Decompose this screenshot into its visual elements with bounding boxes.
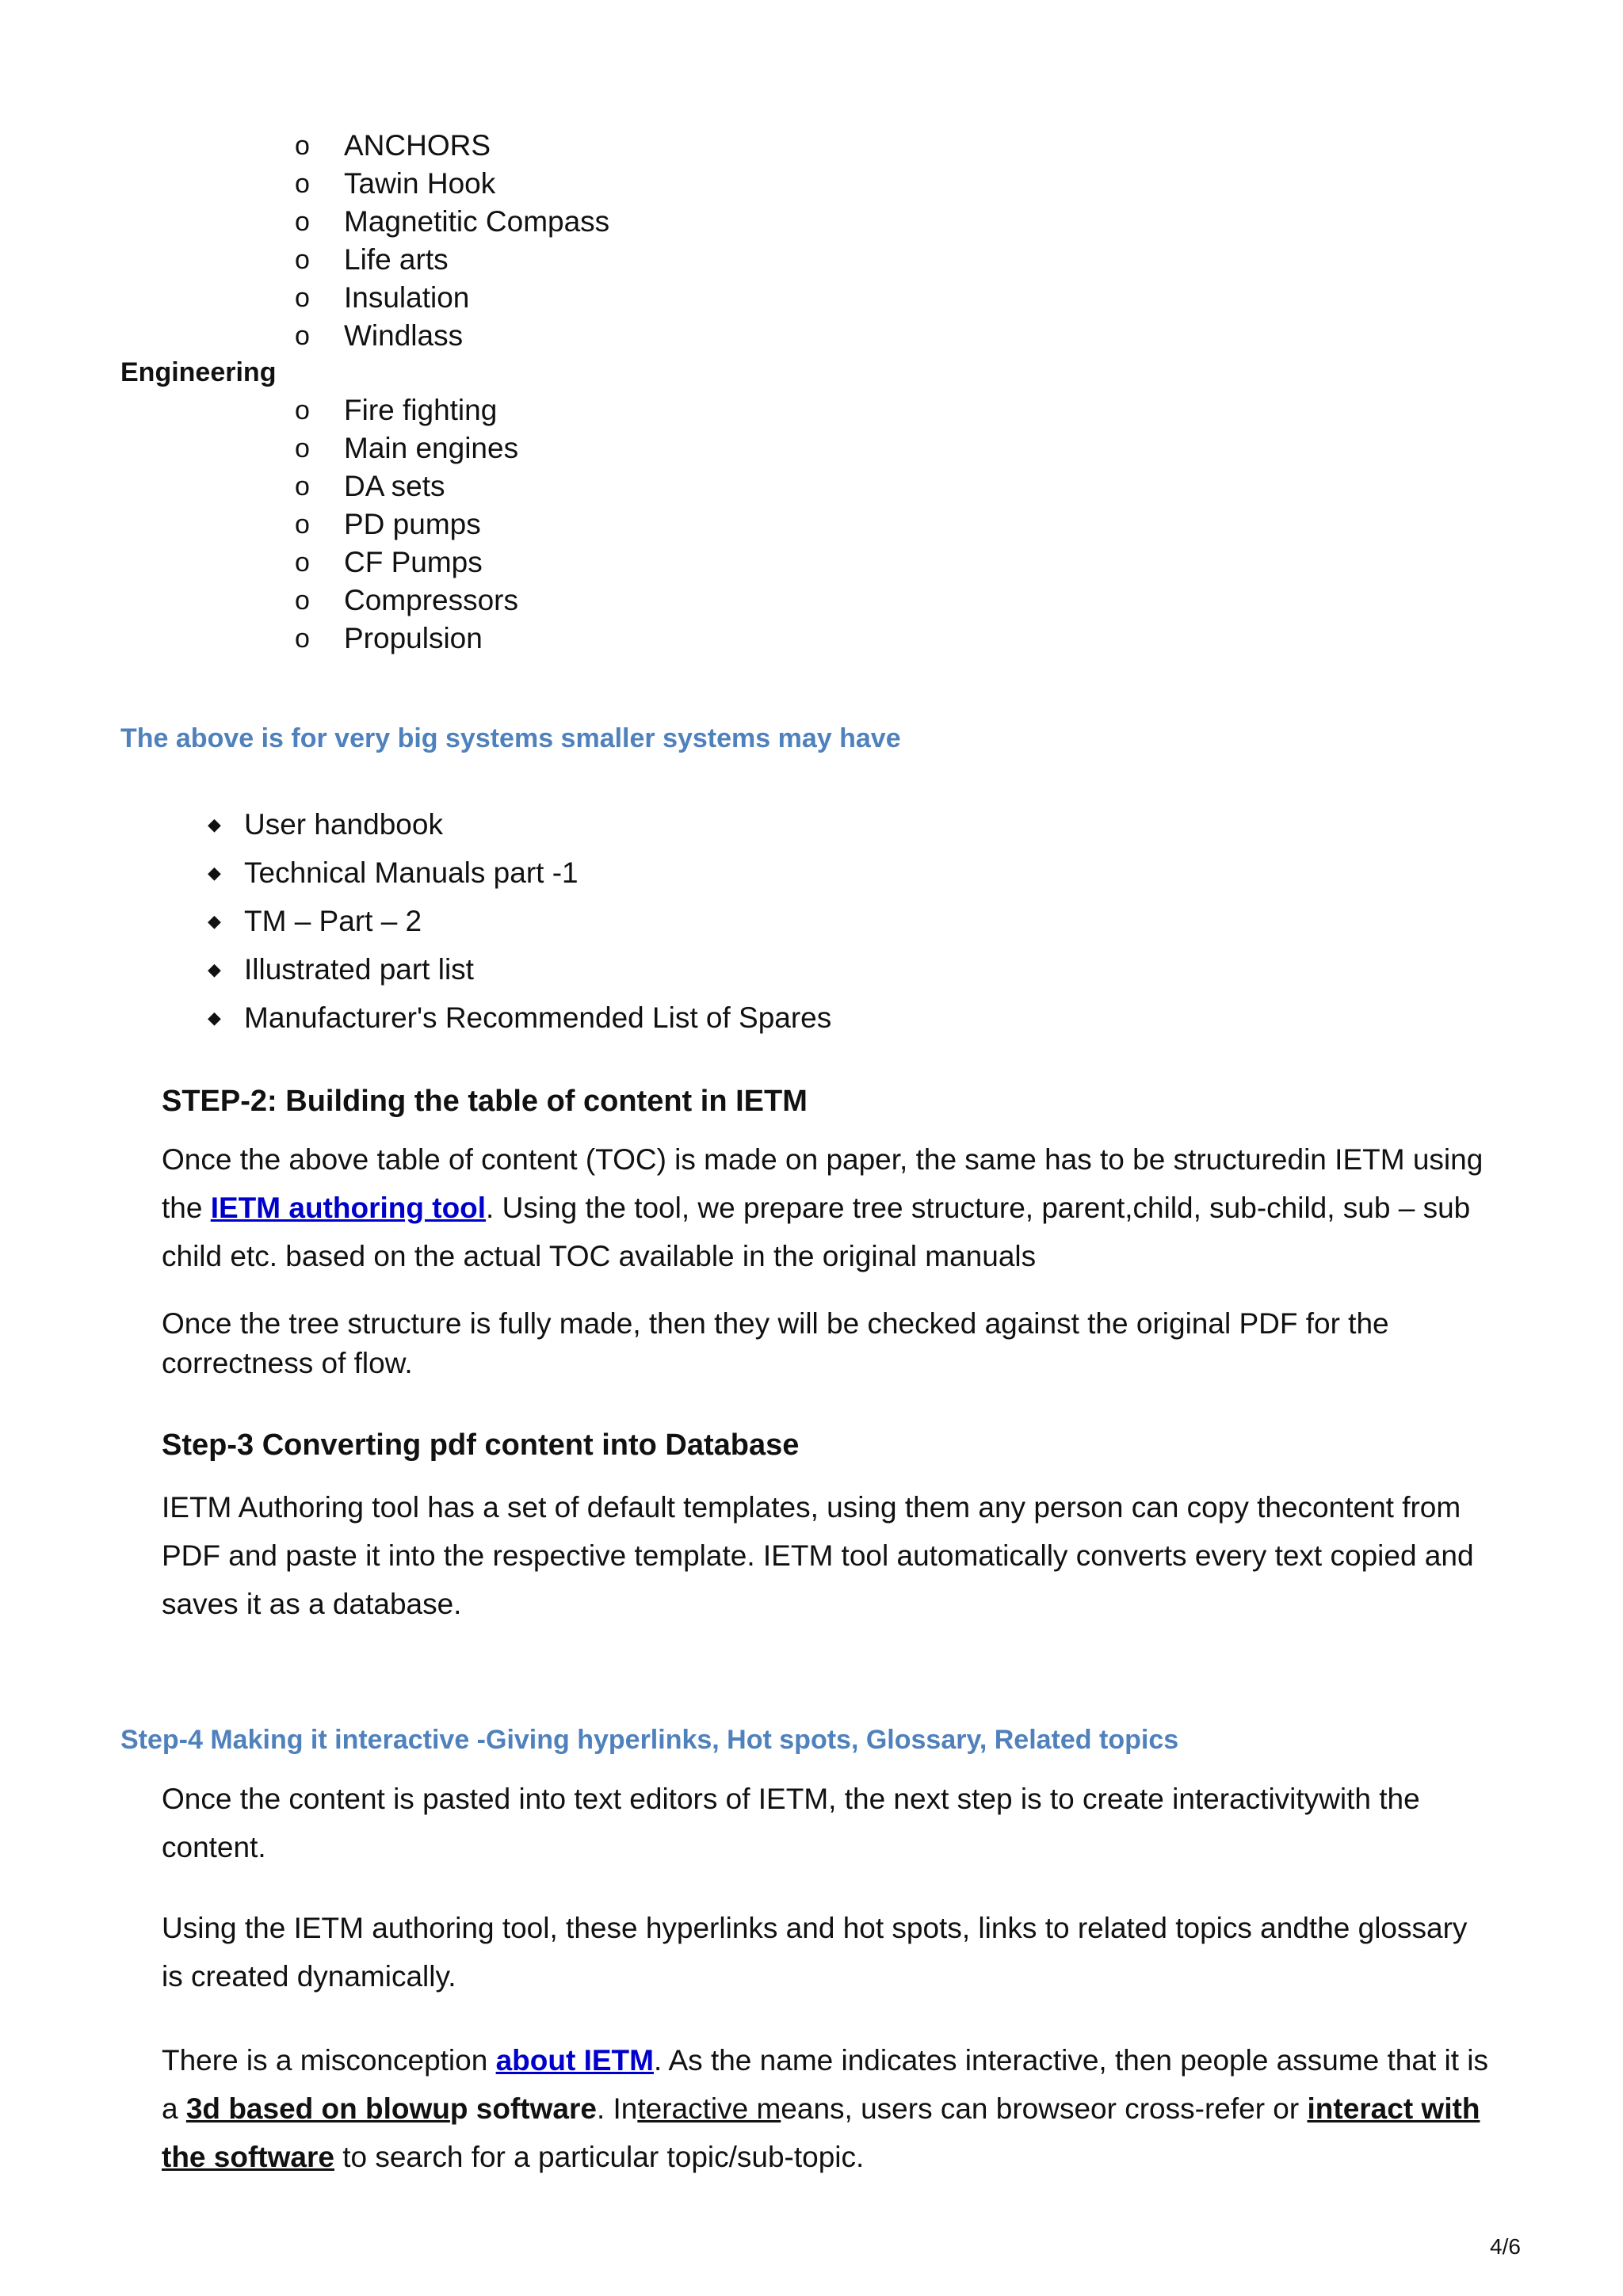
diamond-bullet-icon: ◆: [208, 863, 221, 883]
circle-bullet-icon: o: [295, 547, 310, 578]
diamond-bullet-icon: ◆: [208, 1008, 221, 1028]
step2-heading: STEP-2: Building the table of content in IETM: [162, 1085, 808, 1118]
diamond-bullet-icon: ◆: [208, 911, 221, 931]
step4-paragraph-3: There is a misconception about IETM. As the name indicates interactive, then people assume that it is a 3d based on blowup software. Interactive means, users can browseor cross-refer or interact with the software to search for a particular topic/sub-topic.: [162, 2044, 1489, 2173]
interact-software-emphasis: interact with the software: [162, 2092, 1480, 2173]
step2-paragraph-1: Once the above table of content (TOC) is made on paper, the same has to be structuredin IETM using the IETM authoring tool. Using the tool, we prepare tree structure, parent,child, sub-child, sub – sub child etc. based on the actual TOC available in the original manuals: [162, 1143, 1484, 1272]
document-page: o ANCHORS o Tawin Hook o Magnetitic Compass o Life arts o Insulation o Windlass Engineering o Fire fighting o Main engines o DA sets o PD pumps o CF Pumps o Compressors o Propulsion The above is for very big systems smaller systems may have ◆ User handbook ◆ Technical Manuals part -1 ◆ TM – Part – 2 ◆ Illustrated part list ◆ Manufacturer's Recommended List of Spares STEP-2: Building the table of content in IETM Once the above table of content (TOC) is made on paper, the same has to be structuredin IETM using the IETM authoring tool. Using the tool, we prepare tree structure, parent,child, sub-child, sub – sub child etc. based on the actual TOC available in the original manuals Once the tree structure is fully made, then they will be checked against the original PDF for the correctness of flow. Step-3 Converting pdf content into Database IETM Authoring tool has a set of default templates, using them any person can copy thecontent from PDF and paste it into the respective template. IETM tool automatically converts every text copied and saves it as a database. Step-4 Making it interactive -Giving hyperlinks, Hot spots, Glossary, Related topics Once the content is pasted into text editors of IETM, the next step is to create interactivitywith the content. Using the IETM authoring tool, these hyperlinks and hot spots, links to related topics andthe glossary is created dynamically. There is a misconception about IETM. As the name indicates interactive, then people assume that it is a 3d based on blowup software. Interactive means, users can browseor cross-refer or interact with the software to search for a particular topic/sub-topic. 4/6: [0, 0, 1623, 2296]
circle-bullet-icon: o: [295, 131, 310, 161]
ietm-authoring-tool-link[interactable]: IETM authoring tool: [210, 1192, 487, 1224]
circle-bullet-icon: o: [295, 283, 310, 313]
circle-bullet-icon: o: [295, 207, 310, 237]
circle-bullet-icon: o: [295, 509, 310, 540]
smaller-systems-heading: The above is for very big systems smaller systems may have: [120, 723, 901, 753]
circle-bullet-icon: o: [295, 395, 310, 425]
3d-software-emphasis: 3d based on blowup software: [185, 2092, 597, 2125]
step3-heading: Step-3 Converting pdf content into Database: [162, 1428, 800, 1462]
circle-bullet-icon: o: [295, 321, 310, 351]
circle-bullet-icon: o: [295, 169, 310, 199]
step2-paragraph-2: Once the tree structure is fully made, then they will be checked against the original PDF for the correctness of flow.: [162, 1307, 1389, 1379]
step4-paragraph-1: Once the content is pasted into text editors of IETM, the next step is to create interactivitywith the content.: [162, 1783, 1420, 1863]
step3-paragraph-1: IETM Authoring tool has a set of default templates, using them any person can copy thecontent from PDF and paste it into the respective template. IETM tool automatically converts every text copied and saves it as a database.: [162, 1491, 1474, 1620]
step4-heading: Step-4 Making it interactive -Giving hyperlinks, Hot spots, Glossary, Related topics: [120, 1725, 1179, 1755]
circle-bullet-icon: o: [295, 471, 310, 502]
circle-bullet-icon: o: [295, 585, 310, 616]
circle-bullet-icon: o: [295, 433, 310, 463]
circle-bullet-icon: o: [295, 624, 310, 654]
diamond-bullet-icon: ◆: [208, 959, 221, 979]
circle-bullet-icon: o: [295, 245, 310, 275]
engineering-heading: Engineering: [120, 357, 277, 387]
diamond-bullet-icon: ◆: [208, 814, 221, 834]
page-number: 4/6: [1490, 2234, 1521, 2259]
about-ietm-link[interactable]: about IETM: [495, 2044, 654, 2077]
step4-paragraph-2: Using the IETM authoring tool, these hyperlinks and hot spots, links to related topics andthe glossary is created dynamically.: [162, 1912, 1468, 1993]
